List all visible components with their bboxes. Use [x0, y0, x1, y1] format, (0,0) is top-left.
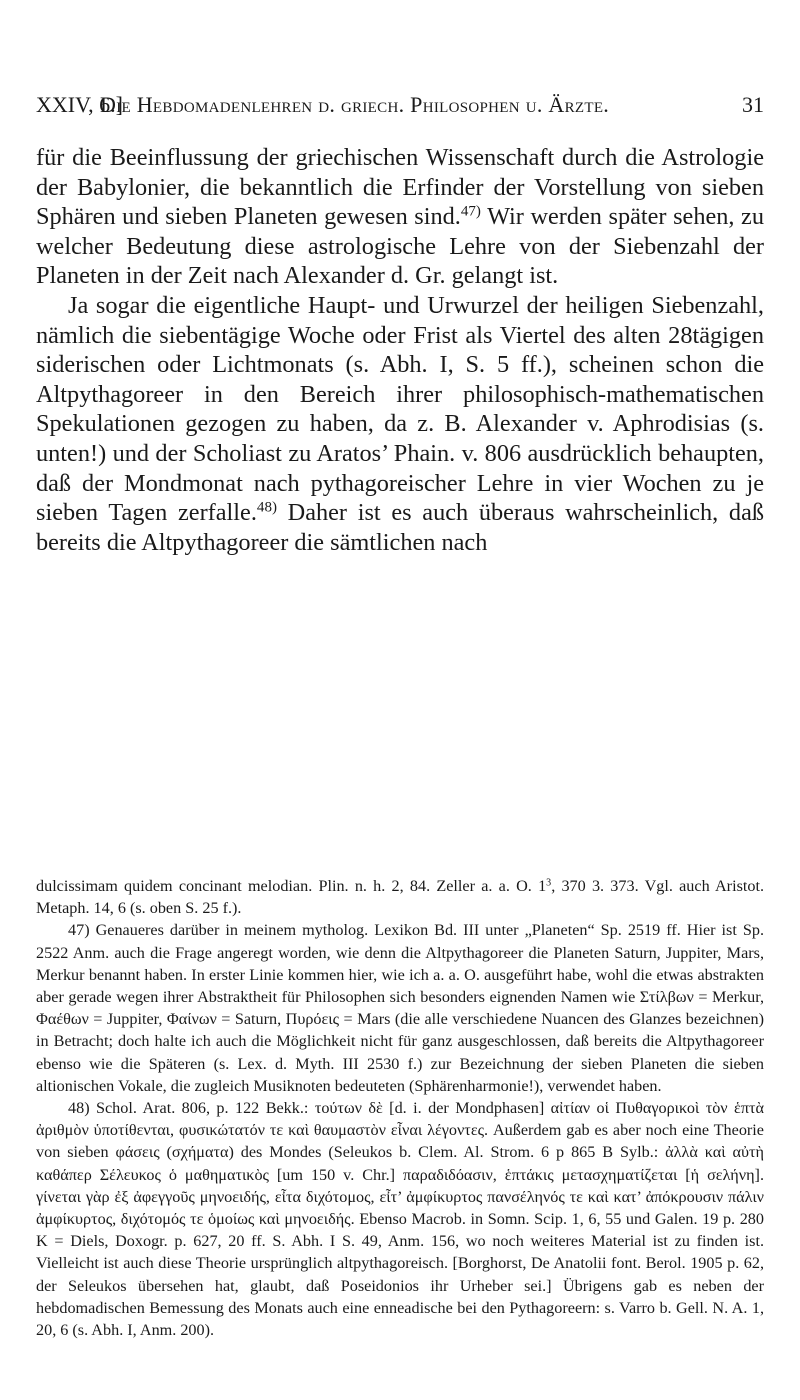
paragraph-2-text-a: Ja sogar die eigentliche Haupt- und Urwurzel der heiligen Siebenzahl, nämlich die siebentägige Woche oder Frist als Viertel des alten 28tägigen siderischen oder Lichtmonats (s. Abh. I, S. 5 ff.), scheinen schon die Altpythagoreer in den Bereich ihrer philosophisch-mathematischen Spekulationen gezogen zu haben, da z. B. Alexander v. Aphrodisias (s. unten!) und der Scholiast zu Aratos’ Phain. v. 806 ausdrücklich behaupten, daß der Mondmonat nach pythagoreischer Lehre in vier Wochen zu je sieben Tagen zerfalle. — [36, 291, 764, 527]
paragraph-1-text-b: Wir werden später sehen, zu welcher Bedeutung diese astrologische Lehre von der Siebenzahl der Planeten in der Zeit nach Alexander d. Gr. gelangt ist. — [36, 203, 764, 290]
footnotes — [36, 875, 764, 1341]
footnote-continuation-text-b: , 370 3. 373. Vgl. auch Aristot. Metaph. 14, 6 (s. oben S. 25 f.). — [36, 877, 765, 918]
section-locator: XXIV, 6.] — [36, 92, 123, 117]
running-title: Die Hebdomadenlehren d. griech. Philosophen u. Ärzte. — [100, 92, 610, 117]
page-number: 31 — [742, 92, 764, 117]
footnote-continuation — [36, 875, 764, 919]
paragraph-2 — [36, 291, 764, 557]
footnote-48: 48) Schol. Arat. 806, p. 122 Bekk.: τούτων δὲ [d. i. der Mondphasen] αἰτίαν οἱ Πυθαγορικοὶ τὸν ἑπτὰ ἀριθμὸν ὑποτίθενται, φυσικώτατόν τε καὶ θαυμαστὸν εἶναι λέγοντες. Außerdem gab es aber noch eine Theorie von sieben φάσεις (σχήματα) des Mondes (Seleukos b. Clem. Al. Strom. 6 p 865 B Sylb.: ἀλλὰ καὶ αὐτὴ καθάπερ Σέλευκος ὁ μαθηματικὸς [um 150 v. Chr.] παραδιδόασιν, ἑπτάκις μετασχηματίζεται [ἡ σελήνη]. γίνεται γὰρ ἐξ ἀφεγγοῦς μηνοειδής, εἶτα διχότομος, εἶτ’ ἀμφίκυρτος πανσέληνός τε καὶ κατ’ ἀπόκρουσιν πάλιν ἀμφίκυρτος, διχότομός τε ὁμοίως καὶ μηνοειδής. Ebenso Macrob. in Somn. Scip. 1, 6, 55 und Galen. 19 p. 280 K = Diels, Doxogr. p. 627, 20 ff. S. Abh. I S. 49, Anm. 156, wo noch weiteres Material ist zu finden ist. Vielleicht ist auch diese Theorie ursprünglich altpythagoreisch. [Borghorst, De Anatolii font. Berol. 1905 p. 62, der Seleukos übersehen hat, glaubt, daß Poseidonios ihr Urheber sei.] Übrigens gab es neben der hebdomadischen Bemessung des Monats auch eine enneadische bei den Pythagoreern: s. Varro b. Gell. N. A. 1, 20, 6 (s. Abh. I, Anm. 200). — [36, 1099, 764, 1340]
footnote-ref-47: 47) — [460, 203, 481, 220]
paragraph-2-text-b: Daher ist es auch überaus wahrscheinlich, daß bereits die Altpythagoreer die sämtlichen nach — [36, 499, 764, 556]
footnote-47: 47) Genaueres darüber in meinem mytholog. Lexikon Bd. III unter „Planeten“ Sp. 2519 ff. Hier ist Sp. 2522 Anm. auch die Frage angeregt worden, wie denn die Altpythagoreer die Planeten Saturn, Juppiter, Mars, Merkur benannt haben. In erster Linie kommen hier, wie ich a. a. O. ausgeführt habe, wohl die etwas abstrakten aber gerade wegen ihrer Abstraktheit für Philosophen sich besonders eignenden Namen wie Στίλβων = Merkur, Φαέθων = Juppiter, Φαίνων = Saturn, Πυρόεις = Mars (die alle verschiedene Nuancen des Glanzes bezeichnen) in Betracht; doch halte ich auch die Möglichkeit nicht für ganz ausgeschlossen, daß bereits die Altpythagoreer ebenso wie die Späteren (s. Lex. d. Myth. III 2530 f.) zur Bezeichnung der sieben Planeten die sieben altionischen Vokale, die zugleich Musiknoten bedeuteten (Sphärenharmonie!), verwendet haben. — [36, 921, 764, 1095]
running-head — [36, 92, 764, 118]
edition-superscript: 3 — [546, 877, 552, 889]
book-page — [36, 0, 764, 1400]
footnote-continuation-text-a: dulcissimam quidem concinant melodian. Plin. n. h. 2, 84. Zeller a. a. O. 1 — [36, 877, 547, 895]
footnote-ref-48: 48) — [256, 499, 277, 516]
paragraph-1 — [36, 143, 764, 291]
paragraph-1-text-a: für die Beeinflussung der griechischen Wissenschaft durch die Astrologie der Babylonier, die bekanntlich die Erfinder der Vorstellung von sieben Sphären und sieben Planeten gewesen sind. — [36, 144, 764, 231]
main-text — [36, 143, 764, 557]
